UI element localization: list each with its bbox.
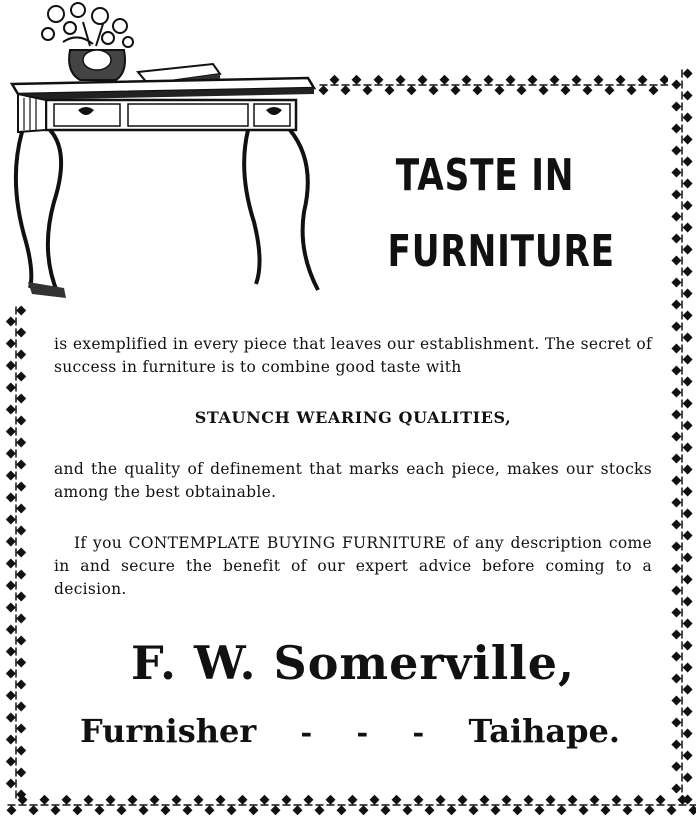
headline-line-2: FURNITURE [387, 226, 615, 277]
business-name: F. W. Somerville, [130, 636, 576, 690]
trade-line [80, 712, 620, 750]
diamond-chain-border-icon [318, 72, 668, 98]
separator-dash: - [300, 716, 313, 749]
body-paragraph-1: is exemplified in every piece that leaves our establishment. The secret of success in furniture is to combine good taste with [54, 335, 652, 376]
headline-line-1: TASTE IN [395, 150, 575, 201]
body-paragraph-2: and the quality of definement that marks each piece, makes our stocks among the best obtainable. [54, 460, 652, 501]
diamond-chain-border-icon [668, 68, 696, 808]
town-label: Taihape. [468, 712, 620, 750]
diamond-chain-border-icon [6, 792, 696, 818]
diamond-chain-border-icon [3, 305, 29, 805]
separator-dash: - [412, 716, 425, 749]
separator-dash: - [356, 716, 369, 749]
trade-label: Furnisher [80, 712, 257, 750]
writing-table-with-vase-icon [8, 2, 326, 302]
subheading: STAUNCH WEARING QUALITIES, [194, 408, 512, 427]
body-paragraph-3: If you CONTEMPLATE BUYING FURNITURE of any description come in and secure the benefit of our expert advice before coming to a decision. [54, 534, 652, 598]
